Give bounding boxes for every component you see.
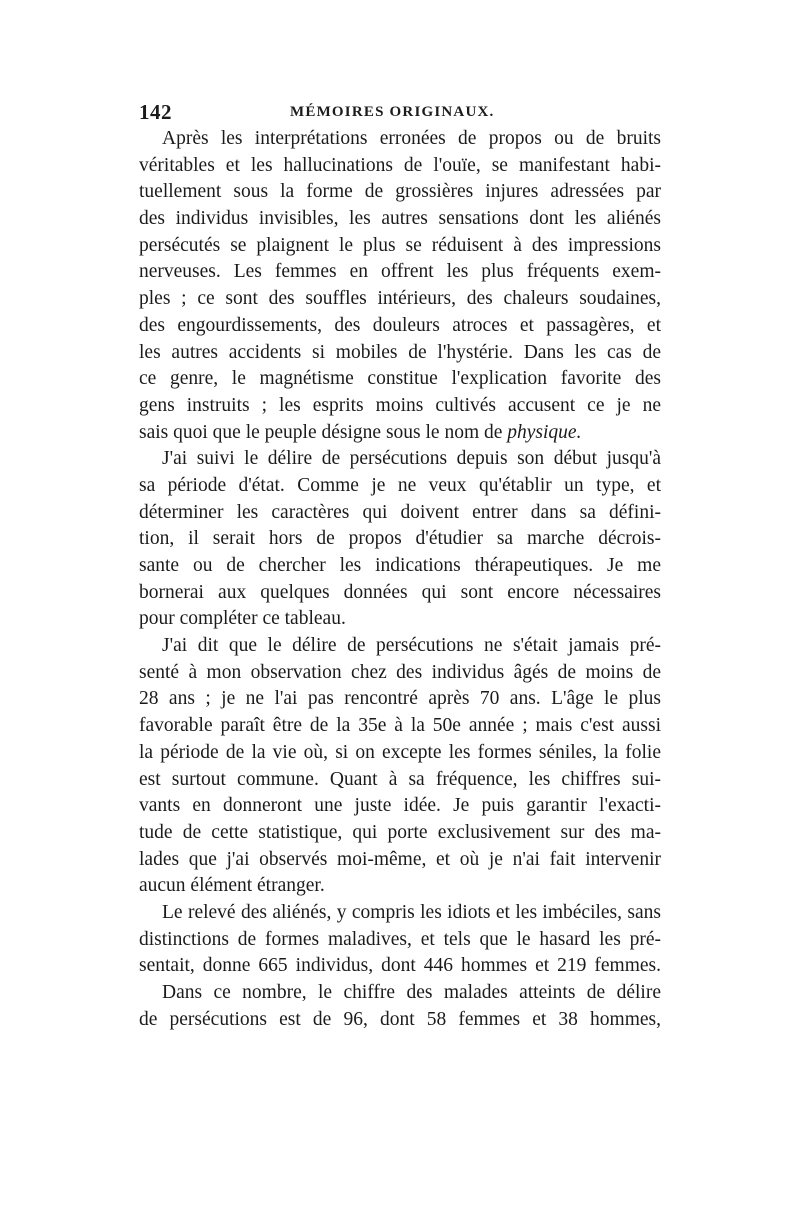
- text-line: J'ai suivi le délire de persécutions depuis son début jusqu'à: [162, 448, 661, 470]
- text-line: tude de cette statistique, qui porte exclusivement sur des ma-: [139, 821, 661, 843]
- text-line: favorable paraît être de la 35e à la 50e année ; mais c'est aussi: [139, 715, 661, 737]
- text-line: ples ; ce sont des souffles intérieurs, des chaleurs soudaines,: [139, 288, 661, 310]
- text-line: des engourdissements, des douleurs atroces et passagères, et: [139, 314, 661, 336]
- text-line: sa période d'état. Comme je ne veux qu'établir un type, et: [139, 474, 661, 496]
- text-line: bornerai aux quelques données qui sont encore nécessaires: [139, 581, 661, 603]
- italic-term: physique.: [507, 421, 582, 443]
- text-line: senté à mon observation chez des individus âgés de moins de: [139, 661, 661, 683]
- running-head: [139, 100, 661, 126]
- paragraph-3: [139, 633, 661, 900]
- text-line: la période de la vie où, si on excepte les formes séniles, la folie: [139, 741, 661, 763]
- text-line: sentait, donne 665 individus, dont 446 hommes et 219 femmes.: [139, 955, 661, 977]
- text-line: de persécutions est de 96, dont 58 femmes et 38 hommes,: [139, 1008, 661, 1030]
- text-line: J'ai dit que le délire de persécutions ne s'était jamais pré-: [162, 635, 661, 657]
- text-line: sante ou de chercher les indications thérapeutiques. Je me: [139, 555, 661, 576]
- text-line: Dans ce nombre, le chiffre des malades atteints de délire: [162, 982, 661, 1003]
- paragraph-2: [139, 446, 661, 633]
- paragraph-5: [139, 980, 661, 1033]
- text-line: pour compléter ce tableau.: [139, 608, 346, 630]
- page-number: 142: [139, 100, 172, 124]
- text-line: nerveuses. Les femmes en offrent les plus fréquents exem-: [139, 261, 661, 283]
- text-line: lades que j'ai observés moi-même, et où je n'ai fait intervenir: [139, 848, 661, 870]
- text-line: Le relevé des aliénés, y compris les idiots et les imbéciles, sans: [162, 901, 661, 923]
- text-line: vants en donneront une juste idée. Je puis garantir l'exacti-: [139, 795, 661, 817]
- text-line: véritables et les hallucinations de l'ouïe, se manifestant habi-: [139, 154, 661, 176]
- text-line: déterminer les caractères qui doivent entrer dans sa défini-: [139, 501, 661, 523]
- text-line: tuellement sous la forme de grossières injures adressées par: [139, 181, 661, 203]
- text-line: des individus invisibles, les autres sensations dont les aliénés: [139, 208, 661, 230]
- text-line: [139, 420, 661, 447]
- text-line: est surtout commune. Quant à sa fréquence, les chiffres sui-: [139, 768, 661, 790]
- text-line: ce genre, le magnétisme constitue l'explication favorite des: [139, 368, 661, 390]
- text-line: gens instruits ; les esprits moins cultivés accusent ce je ne: [139, 394, 661, 416]
- text-line: les autres accidents si mobiles de l'hystérie. Dans les cas de: [139, 341, 661, 363]
- text-line: persécutés se plaignent le plus se réduisent à des impressions: [139, 234, 661, 256]
- paragraph-1: [139, 126, 661, 446]
- text-line-segment: sais quoi que le peuple désigne sous le nom de: [139, 421, 508, 443]
- text-line: distinctions de formes maladives, et tels que le hasard les pré-: [139, 928, 661, 950]
- running-title: MÉMOIRES ORIGINAUX.: [290, 104, 495, 120]
- text-line: Après les interprétations erronées de propos ou de bruits: [162, 128, 661, 149]
- paragraph-4: [139, 900, 661, 980]
- text-line: tion, il serait hors de propos d'étudier sa marche décrois-: [139, 528, 661, 550]
- text-line: 28 ans ; je ne l'ai pas rencontré après 70 ans. L'âge le plus: [139, 688, 661, 710]
- book-page: [139, 100, 661, 1033]
- text-line: aucun élément étranger.: [139, 875, 325, 897]
